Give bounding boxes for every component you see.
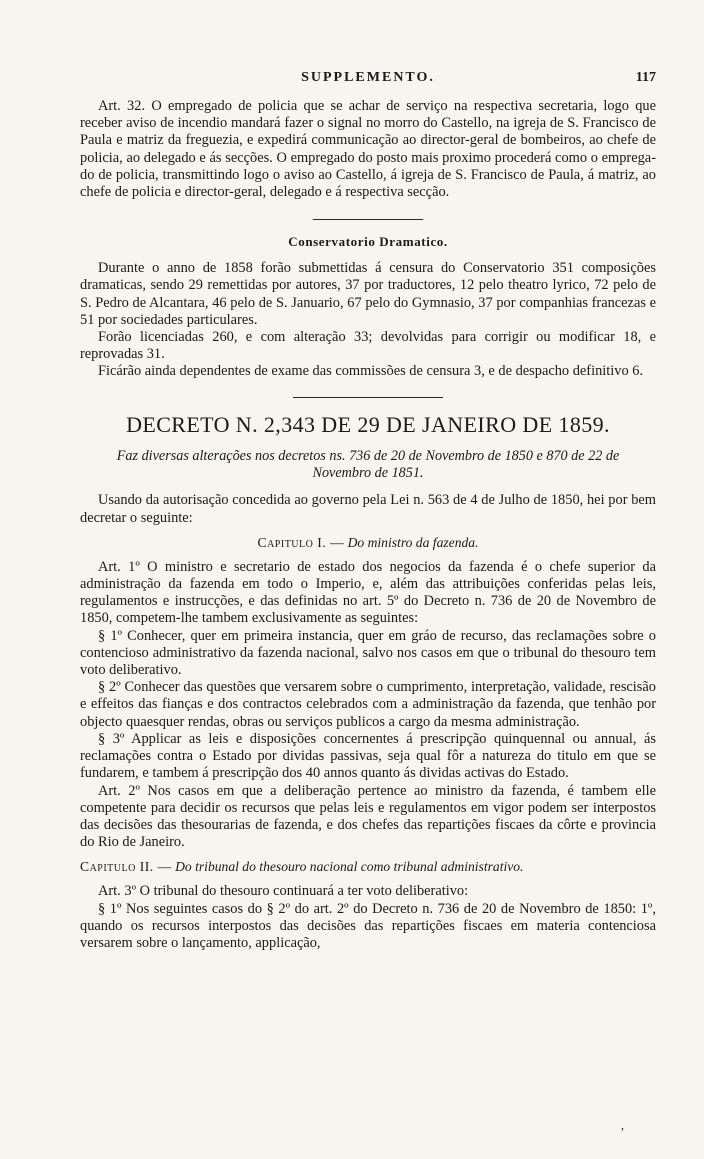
- chapter-2-heading: [80, 859, 656, 875]
- footer-mark: ,: [621, 1118, 624, 1132]
- chapter-1-heading: [80, 535, 656, 551]
- article-2: Art. 2º Nos casos em que a deliberação pertence ao ministro da fazenda, é tambem elle competente para decidir os recursos que pelas leis e regulamentos em vigor podem ser interpostos das decisões das thesourarias de fazenda, e dos chefes das repartições fiscaes da côrte e provincia do Rio de Janeiro.: [80, 782, 656, 851]
- chapter-2-title: Do tribunal do thesouro nacional como tribunal administrativo.: [175, 859, 524, 875]
- article-3: Art. 3º O tribunal do thesouro continuará a ter voto deliberativo:: [98, 883, 469, 900]
- chapter-1-label: Capitulo I. —: [257, 534, 345, 550]
- decree-subtitle: Faz diversas alterações nos decretos ns. 736 de 20 de Novembro de 1850 e 870 de 22 de Novembro de 1851.: [116, 447, 620, 482]
- article-1-section-3: § 3º Applicar as leis e disposições concernentes á prescripção quinquennal ou annual, ás reclamações contra o Estado por dividas passivas, seja qual fôr a natureza do titulo em que se fundarem, e tambem á prescripção dos 40 annos quanto ás dividas activas do Estado.: [80, 730, 656, 782]
- article-32: Art. 32. O empregado de policia que se achar de serviço na respectiva secretaria, logo que receber aviso de incendio mandará fazer o signal no morro do Castello, na igreja de S. Francisco de Paula e matriz da freguezia, e expedirá communicação ao director-geral de bombeiros, ao chefe de policia, ao delegado e ás secções. O empregado do posto mais proximo procederá como o emprega-do de policia, transmittindo logo o aviso ao Castello, á igreja de S. Francisco de Paula, á matriz, ao chefe de policia e director-geral, delegado e á respectiva secção.: [80, 98, 656, 201]
- chapter-1-title: Do ministro da fazenda.: [347, 534, 479, 550]
- chapter-2-label: Capitulo II. —: [80, 859, 172, 875]
- article-3-section-1: § 1º Nos seguintes casos do § 2º do art. 2º do Decreto n. 736 de 20 de Novembro de 1850: 1º, quando os recursos interpostos das decisões das repartições fiscaes em materia contenciosa versarem sobre o lançamento, applicação,: [80, 900, 656, 951]
- decree-preamble: Usando da autorisação concedida ao governo pela Lei n. 563 de 4 de Julho de 1850, hei por bem decretar o seguinte:: [80, 492, 656, 526]
- article-1: Art. 1º O ministro e secretario de estado dos negocios da fazenda é o chefe superior da administração da fazenda em todo o Imperio, e, além das attribuições conferidas pelas leis, regulamentos e instrucções, e das definidas no art. 5º do Decreto n. 736 de 20 de Novembro de 1850, competem-lhe tambem exclusivamente as seguintes:: [80, 558, 656, 627]
- decree-title: DECRETO N. 2,343 DE 29 DE JANEIRO DE 1859.: [126, 411, 610, 437]
- section-divider: [293, 397, 443, 398]
- conservatorio-paragraph-2: Forão licenciadas 260, e com alteração 33; devolvidas para corrigir ou modificar 18, e reprovadas 31.: [80, 329, 656, 363]
- conservatorio-paragraph-3: Ficárão ainda dependentes de exame das commissões de censura 3, e de despacho definitivo 6.: [98, 363, 644, 380]
- page-number: 117: [635, 70, 656, 85]
- running-head: [80, 70, 656, 94]
- conservatorio-title: Conservatorio Dramatico.: [288, 234, 448, 250]
- conservatorio-paragraph-1: Durante o anno de 1858 forão submettidas á censura do Conservatorio 351 composições dramaticas, sendo 29 remettidas por autores, 37 por traductores, 12 pelo theatro lyrico, 72 pelo de S. Pedro de Alcantara, 46 pelo de S. Januario, 67 pelo do Gymnasio, 37 por companhias francezas e 51 por sociedades particulares.: [80, 260, 656, 328]
- article-1-section-2: § 2º Conhecer das questões que versarem sobre o cumprimento, interpretação, validade, rescisão e effeitos das fianças e dos contractos celebrados com a administração da fazenda, que tenhão por objecto quaesquer rendas, obras ou serviços publicos a cargo da mesma administração.: [80, 679, 656, 730]
- running-title: SUPPLEMENTO.: [301, 70, 435, 85]
- section-divider: [313, 219, 423, 220]
- article-1-section-1: § 1º Conhecer, quer em primeira instancia, quer em gráo de recurso, das reclamações sobre o contencioso administrativo da fazenda nacional, salvo nos casos em que o tribunal do thesouro tem voto deliberativo.: [80, 627, 656, 679]
